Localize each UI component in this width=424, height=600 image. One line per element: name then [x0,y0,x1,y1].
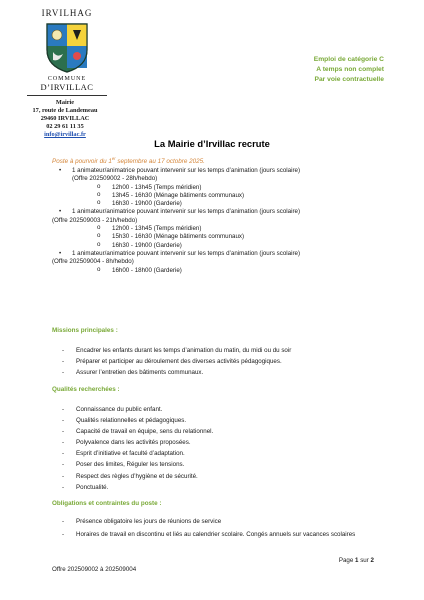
commune-name: D’IRVILLAC [40,82,94,92]
bullet-icon: • [59,249,62,257]
mission-item: - Assurer l’entretien des bâtiments communaux. [62,367,382,378]
qualite-item: - Ponctualité. [62,482,382,493]
obligation-item: - Horaires de travail en discontinu et liés au calendrier scolaire. Congés annuels sur vacances scolaires [62,530,362,540]
commune-label: COMMUNE [47,76,87,82]
qualites-title: Qualités recherchées : [52,386,120,393]
qualite-item: - Polyvalence dans les activités proposées. [62,437,382,448]
obligations-title: Obligations et contraintes du poste : [52,500,162,507]
offer-slot: o 16h30 - 19h00 (Garderie) [92,242,392,250]
contract-info [314,55,384,86]
offer-item [52,167,392,208]
commune-logo [22,8,112,96]
offers-list [52,167,392,275]
qualite-item: - Qualités relationnelles et pédagogiques. [62,415,382,426]
qualite-item: - Poser des limites, Réguler les tensions. [62,459,382,470]
offer-slot: o 16h00 - 18h00 (Garderie) [92,267,392,275]
bullet-icon: • [59,167,62,174]
obligations-list [62,517,362,540]
mission-item: - Encadrer les enfants durant les temps d’animation du matin, du midi ou du soir [62,345,382,356]
contract-line-time: A temps non complet [316,66,384,74]
offer-item [52,208,392,249]
contract-line-type: Par voie contractuelle [314,76,384,84]
missions-list [62,345,382,378]
page-number: Page 1 sur 2 [338,557,374,564]
obligation-item: - Présence obligatoire les jours de réunions de service [62,517,362,527]
missions-title: Missions principales : [52,327,118,334]
offers-range: Offre 202509002 à 202509004 [52,566,137,573]
offer-slots [92,184,392,209]
qualite-item: - Esprit d’initiative et faculté d’adaptation. [62,448,382,459]
logo-arc-text: IRVILHAG [41,8,93,18]
qualite-item: - Capacité de travail en équipe, sens du relationnel. [62,426,382,437]
offer-reference: (Offre 202509004 - 8h/hebdo) [52,258,134,266]
email-link[interactable]: info@irvillac.fr [44,131,86,139]
logo-divider [27,95,107,96]
address-phone: 02 29 61 11 35 [46,123,84,131]
offer-slot: o 15h30 - 16h30 (Ménage bâtiments communaux) [92,233,392,241]
mairie-address [15,99,115,139]
offer-slot: o 16h30 - 19h00 (Garderie) [92,200,392,208]
offer-reference: (Offre 202509002 - 28h/hebdo) [72,175,158,183]
poste-dates: Poste à pourvoir du 1er septembre au 17 octobre 2025. [52,156,205,166]
qualite-item: - Respect des règles d’hygiène et de sécurité. [62,471,382,482]
address-city: 29460 IRVILLAC [40,115,90,123]
page-title: La Mairie d’Irvillac recrute [154,138,270,149]
offer-reference: (Offre 202509003 - 21h/hebdo) [52,216,138,224]
offer-description: 1 animateur/animatrice pouvant intervenir sur les temps d’animation (jours scolaire) [72,208,301,216]
qualite-item: - Connaissance du public enfant. [62,404,382,415]
offer-slot: o 12h00 - 13h45 (Temps méridien) [92,225,392,233]
address-street: 17, route de Landemeau [32,107,98,115]
offer-slot: o 13h45 - 16h30 (Ménage bâtiments communaux) [92,192,392,200]
offer-description: 1 animateur/animatrice pouvant intervenir sur les temps d’animation (jours scolaire) [72,249,301,257]
offer-slots [92,225,392,250]
commune-crest-icon [43,20,91,74]
address-title: Mairie [55,99,75,106]
bullet-icon: • [59,208,62,216]
contract-line-category: Emploi de catégorie C [313,56,384,63]
qualites-list [62,404,382,493]
mission-item: - Préparer et participer au déroulement des diverses activités pédagogiques. [62,356,382,367]
offer-slots [92,267,392,275]
offer-slot: o 12h00 - 13h45 (Temps méridien) [92,184,392,192]
offer-item [52,250,392,275]
offer-description: 1 animateur/animatrice pouvant intervenir sur les temps d’animation (jours scolaire) [72,167,301,174]
